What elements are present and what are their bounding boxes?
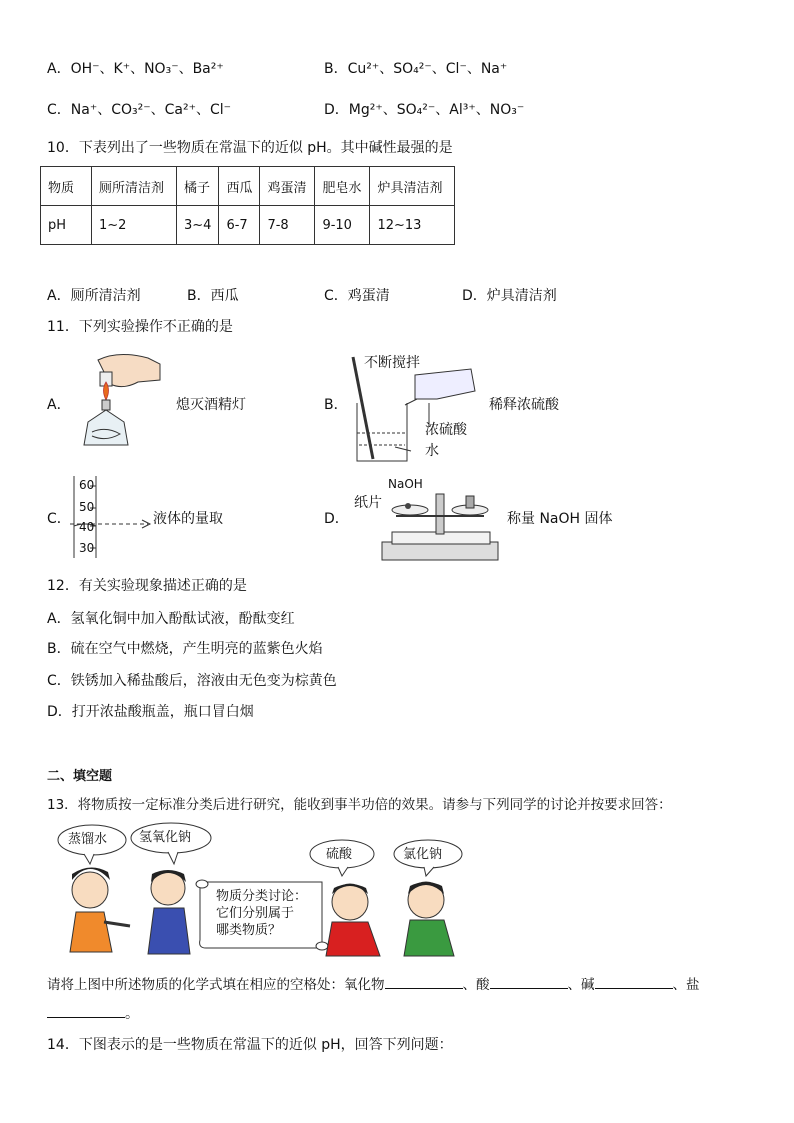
fill-salt: 、盐 [672,977,700,993]
fill-acid: 、酸 [462,977,490,993]
q10-option-a: A．厕所清洁剂 [47,288,141,304]
balance-illustration [378,488,503,564]
fill-prefix: 请将上图中所述物质的化学式填在相应的空格处：氧化物 [47,977,385,993]
stir-label: 不断搅拌 [364,355,420,371]
q11-option-a-caption: 熄灭酒精灯 [176,397,246,413]
bubble-water: 蒸馏水 [68,832,108,847]
alcohol-lamp-illustration [68,350,163,460]
table-cell: 12~13 [370,206,455,245]
acid-label: 浓硫酸 [425,422,467,438]
q10-option-b: B．西瓜 [187,288,239,304]
q13-fill-line [47,974,700,994]
q13-fill-line-2 [47,1003,139,1023]
q11-option-b-label: B． [324,397,348,413]
table-cell: 橘子 [177,167,219,206]
bubble-sulfuric-acid: 硫酸 [326,847,353,862]
table-cell: 6-7 [219,206,260,245]
salt-blank[interactable] [47,1003,125,1018]
scroll-line-2: 它们分别属于 [216,906,295,921]
q11-stem: 11．下列实验操作不正确的是 [47,319,233,335]
q14-stem: 14．下图表示的是一些物质在常温下的近似 pH，回答下列问题： [47,1037,453,1053]
table-cell: pH [41,206,92,245]
water-label: 水 [425,443,439,459]
fill-end: 。 [125,1006,139,1022]
ph-table [40,166,455,245]
q12-option-d: D．打开浓盐酸瓶盖，瓶口冒白烟 [47,704,254,720]
bubble-sodium-hydroxide: 氢氧化钠 [139,830,192,845]
cylinder-tick-50: 50 [79,500,95,514]
table-cell: 1~2 [92,206,177,245]
q11-option-d-label: D． [324,511,349,527]
q12-option-b: B．硫在空气中燃烧，产生明亮的蓝紫色火焰 [47,641,323,657]
naoh-label: NaOH [388,477,423,491]
fill-base: 、碱 [567,977,595,993]
table-cell: 西瓜 [219,167,260,206]
q9-option-a: A．OH⁻、K⁺、NO₃⁻、Ba²⁺ [47,61,224,77]
q10-stem: 10．下表列出了一些物质在常温下的近似 pH。其中碱性最强的是 [47,140,453,156]
bubble-sodium-chloride: 氯化钠 [403,847,443,862]
q11-option-a-label: A． [47,397,71,413]
table-cell: 鸡蛋清 [260,167,315,206]
table-cell: 7-8 [260,206,315,245]
q11-option-c-label: C． [47,511,71,527]
q10-option-d: D．炉具清洁剂 [462,288,557,304]
ph-table-header-row [41,167,455,206]
q11-option-b-caption: 稀释浓硫酸 [489,397,559,413]
q12-stem: 12．有关实验现象描述正确的是 [47,578,247,594]
q9-option-c: C．Na⁺、CO₃²⁻、Ca²⁺、Cl⁻ [47,102,232,118]
acid-blank[interactable] [490,974,568,989]
q11-option-c-caption: 液体的量取 [153,511,223,527]
table-cell: 炉具清洁剂 [370,167,455,206]
table-cell: 3~4 [177,206,219,245]
q9-option-d: D．Mg²⁺、SO₄²⁻、Al³⁺、NO₃⁻ [324,102,525,118]
q12-option-a: A．氢氧化铜中加入酚酞试液，酚酞变红 [47,611,295,627]
table-cell: 肥皂水 [315,167,370,206]
q9-option-b: B．Cu²⁺、SO₄²⁻、Cl⁻、Na⁺ [324,61,508,77]
table-cell: 厕所清洁剂 [92,167,177,206]
cylinder-tick-30: 30 [79,541,95,555]
base-blank[interactable] [595,974,673,989]
table-cell: 9-10 [315,206,370,245]
cylinder-tick-40: 40 [79,520,95,534]
scroll-line-1: 物质分类讨论： [216,889,308,904]
section-title: 二、填空题 [47,769,113,784]
paper-label: 纸片 [354,495,382,511]
table-cell: 物质 [41,167,92,206]
ph-table-value-row [41,206,455,245]
dilution-illustration [345,355,485,465]
cylinder-tick-60: 60 [79,478,95,492]
q10-option-c: C．鸡蛋清 [324,288,390,304]
q11-option-d-caption: 称量 NaOH 固体 [507,511,613,527]
oxide-blank[interactable] [385,974,463,989]
scroll-line-3: 哪类物质？ [216,923,282,938]
q12-option-c: C．铁锈加入稀盐酸后，溶液由无色变为棕黄色 [47,673,337,689]
q13-stem: 13．将物质按一定标准分类后进行研究，能收到事半功倍的效果。请参与下列同学的讨论并按要求回答： [47,797,672,813]
